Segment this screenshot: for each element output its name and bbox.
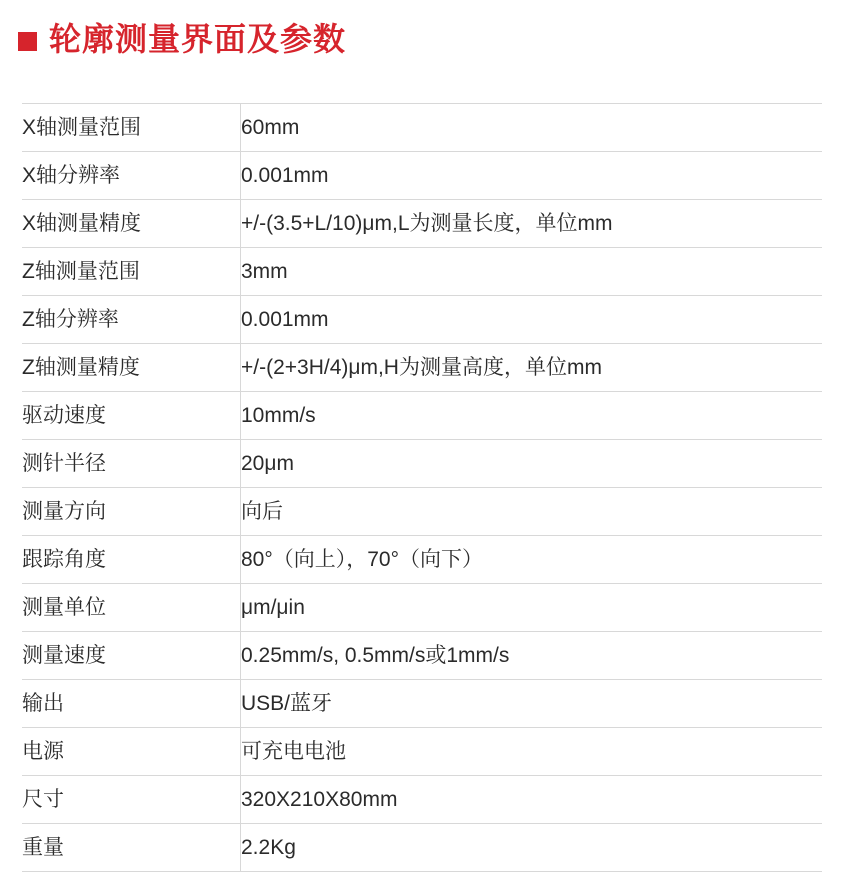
spec-value: 20μm: [241, 440, 823, 488]
spec-value: 60mm: [241, 104, 823, 152]
spec-value: 0.001mm: [241, 152, 823, 200]
spec-value: 80°（向上），70°（向下）: [241, 536, 823, 584]
spec-label: X轴分辨率: [22, 152, 241, 200]
spec-table-body: [22, 104, 822, 872]
table-row: [22, 536, 822, 584]
table-row: [22, 200, 822, 248]
table-row: [22, 728, 822, 776]
spec-label: X轴测量精度: [22, 200, 241, 248]
spec-value: USB/蓝牙: [241, 680, 823, 728]
spec-value: 可充电电池: [241, 728, 823, 776]
spec-label: 测量单位: [22, 584, 241, 632]
spec-value: 3mm: [241, 248, 823, 296]
spec-label: 电源: [22, 728, 241, 776]
table-row: [22, 392, 822, 440]
spec-label: 测量速度: [22, 632, 241, 680]
table-row: [22, 584, 822, 632]
spec-value: +/-(2+3H/4)μm,H为测量高度，单位mm: [241, 344, 823, 392]
table-row: [22, 776, 822, 824]
spec-label: X轴测量范围: [22, 104, 241, 152]
square-bullet-icon: [18, 32, 37, 51]
table-row: [22, 824, 822, 872]
spec-label: 尺寸: [22, 776, 241, 824]
spec-value: μm/μin: [241, 584, 823, 632]
spec-value: 320X210X80mm: [241, 776, 823, 824]
table-row: [22, 344, 822, 392]
spec-value: 0.001mm: [241, 296, 823, 344]
spec-value: 向后: [241, 488, 823, 536]
table-row: [22, 680, 822, 728]
spec-label: Z轴测量精度: [22, 344, 241, 392]
spec-value: +/-(3.5+L/10)μm,L为测量长度，单位mm: [241, 200, 823, 248]
spec-label: 重量: [22, 824, 241, 872]
table-row: [22, 440, 822, 488]
spec-label: 跟踪角度: [22, 536, 241, 584]
table-row: [22, 488, 822, 536]
spec-value: 2.2Kg: [241, 824, 823, 872]
page-title: [0, 0, 845, 57]
page-title-text: 轮廓测量界面及参数: [49, 21, 347, 57]
spec-label: 驱动速度: [22, 392, 241, 440]
spec-value: 10mm/s: [241, 392, 823, 440]
spec-value: 0.25mm/s, 0.5mm/s或1mm/s: [241, 632, 823, 680]
spec-label: Z轴测量范围: [22, 248, 241, 296]
spec-label: 测量方向: [22, 488, 241, 536]
spec-label: 测针半径: [22, 440, 241, 488]
table-row: [22, 248, 822, 296]
table-row: [22, 104, 822, 152]
table-row: [22, 152, 822, 200]
table-row: [22, 632, 822, 680]
table-row: [22, 296, 822, 344]
spec-label: 输出: [22, 680, 241, 728]
specification-table: [22, 103, 822, 872]
spec-label: Z轴分辨率: [22, 296, 241, 344]
